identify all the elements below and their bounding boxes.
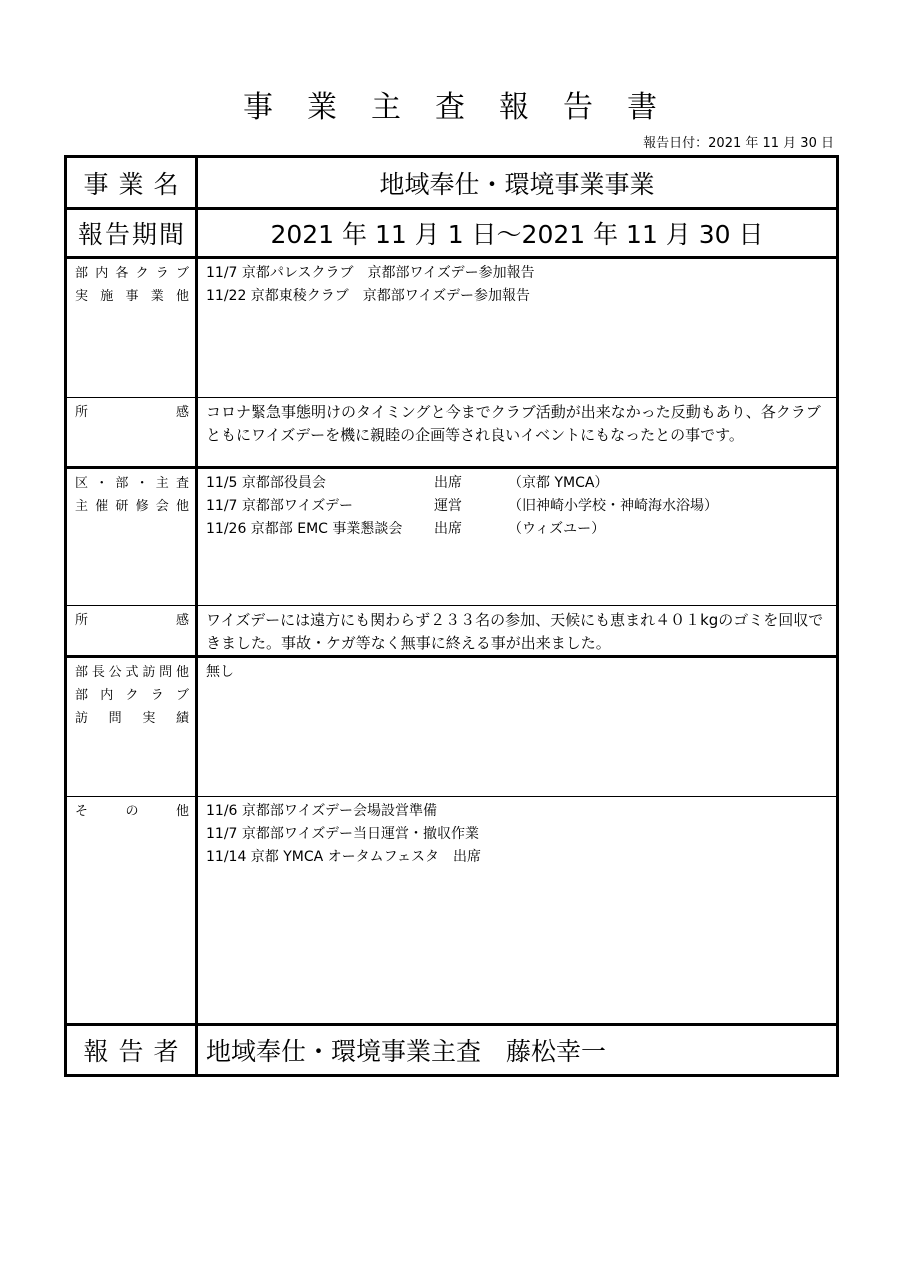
period-label: 報告期間 xyxy=(66,209,197,258)
meetings-label-line-1 xyxy=(75,472,189,495)
period-value: 2021 年 11 月 1 日～2021 年 11 月 30 日 xyxy=(197,209,838,258)
other-entry: 11/6 京都部ワイズデー会場設営準備 xyxy=(206,803,438,819)
visits-label-line-2 xyxy=(75,684,189,707)
impression-1-label xyxy=(66,398,197,468)
impression-2-label-char: 所 xyxy=(75,613,89,628)
label-char: 訪 xyxy=(75,711,89,726)
label-char: ブ xyxy=(175,266,189,281)
other-label-char: の xyxy=(125,804,139,819)
label-char: 業 xyxy=(150,289,164,304)
label-char: 各 xyxy=(115,266,129,281)
reporter-value: 地域奉仕・環境事業主査 藤松幸一 xyxy=(197,1025,838,1076)
report-date: 報告日付：2021 年 11 月 30 日 xyxy=(643,136,834,151)
row-other xyxy=(66,797,838,1025)
label-char: 公 xyxy=(108,665,122,680)
impression-2-text: ワイズデーには遠方にも関わらず２３３名の参加、天候にも恵まれ４０１kgのゴミを回収できました。事故・ケガ等なく無事に終える事が出来ました。 xyxy=(197,606,838,657)
label-char: 内 xyxy=(100,688,114,703)
row-visits xyxy=(66,657,838,797)
label-char: 部 xyxy=(115,476,129,491)
project-label: 事業名 xyxy=(66,157,197,209)
label-char: ク xyxy=(135,266,149,281)
label-char: 研 xyxy=(115,499,129,514)
label-char: 主 xyxy=(75,499,89,514)
label-char: 他 xyxy=(175,499,189,514)
report-table xyxy=(64,155,839,1077)
visits-label-line-3 xyxy=(75,707,189,730)
row-project xyxy=(66,157,838,209)
meetings-label xyxy=(66,468,197,606)
label-char: 区 xyxy=(75,476,89,491)
label-char: 部 xyxy=(75,665,89,680)
document-title: 事業主査報告書 xyxy=(243,90,691,125)
label-char: 事 xyxy=(125,289,139,304)
row-impression-1 xyxy=(66,398,838,468)
meeting-status: 出席 xyxy=(434,475,462,491)
club-activities-label-line-1 xyxy=(75,262,189,285)
other-label-char: 他 xyxy=(175,804,189,819)
label-char: 実 xyxy=(75,289,89,304)
meeting-event: 11/26 京都部 EMC 事業懇談会 xyxy=(206,521,403,537)
other-entry: 11/14 京都 YMCA オータムフェスタ 出席 xyxy=(206,849,481,865)
label-char: ラ xyxy=(155,266,169,281)
impression-1-label-char: 所 xyxy=(75,405,89,420)
label-char: 実 xyxy=(142,711,156,726)
club-activities-label-line-2 xyxy=(75,285,189,308)
club-activity-entry: 11/7 京都パレスクラブ 京都部ワイズデー参加報告 xyxy=(206,265,535,281)
row-period xyxy=(66,209,838,258)
label-char: ・ xyxy=(95,476,109,491)
club-activities-label xyxy=(66,258,197,398)
label-char: 他 xyxy=(175,289,189,304)
visits-label-line-1 xyxy=(75,661,189,684)
meetings-entries xyxy=(197,468,838,606)
label-char: 績 xyxy=(175,711,189,726)
row-club-activities xyxy=(66,258,838,398)
label-char: 会 xyxy=(155,499,169,514)
reporter-label: 報告者 xyxy=(66,1025,197,1076)
impression-1-text: コロナ緊急事態明けのタイミングと今までクラブ活動が出来なかった反動もあり、各クラブともにワイズデーを機に親睦の企画等され良いイベントにもなったとの事です。 xyxy=(197,398,838,468)
label-char: 内 xyxy=(95,266,109,281)
visits-label xyxy=(66,657,197,797)
label-char: 部 xyxy=(75,266,89,281)
label-char: 査 xyxy=(175,476,189,491)
visits-value xyxy=(197,657,838,797)
meetings-label-line-2 xyxy=(75,495,189,518)
meeting-place: （京都 YMCA） xyxy=(508,475,609,491)
row-impression-2 xyxy=(66,606,838,657)
meeting-status: 出席 xyxy=(434,521,462,537)
visits-entry: 無し xyxy=(206,664,234,680)
impression-2-label xyxy=(66,606,197,657)
label-char: ・ xyxy=(135,476,149,491)
other-entries xyxy=(197,797,838,1025)
label-char: 修 xyxy=(135,499,149,514)
label-char: 施 xyxy=(100,289,114,304)
label-char: ク xyxy=(125,688,139,703)
meeting-event: 11/7 京都部ワイズデー xyxy=(206,498,354,514)
impression-2-label-char: 感 xyxy=(175,613,189,628)
label-char: 長 xyxy=(91,665,105,680)
meeting-event: 11/5 京都部役員会 xyxy=(206,475,326,491)
project-value: 地域奉仕・環境事業事業 xyxy=(197,157,838,209)
label-char: 式 xyxy=(125,665,139,680)
impression-1-label-char: 感 xyxy=(175,405,189,420)
club-activities-entries xyxy=(197,258,838,398)
row-meetings xyxy=(66,468,838,606)
label-char: 訪 xyxy=(142,665,156,680)
label-char: ブ xyxy=(175,688,189,703)
meeting-place: （旧神崎小学校・神崎海水浴場） xyxy=(508,498,718,514)
label-char: 主 xyxy=(155,476,169,491)
other-label-char: そ xyxy=(75,804,89,819)
meeting-place: （ウィズユー） xyxy=(508,521,606,537)
label-char: 他 xyxy=(175,665,189,680)
club-activity-entry: 11/22 京都東稜クラブ 京都部ワイズデー参加報告 xyxy=(206,288,530,304)
label-char: ラ xyxy=(150,688,164,703)
other-entry: 11/7 京都部ワイズデー当日運営・撤収作業 xyxy=(206,826,480,842)
meeting-status: 運営 xyxy=(434,498,462,514)
meeting-entry xyxy=(206,518,830,541)
label-char: 問 xyxy=(159,665,173,680)
meeting-entry xyxy=(206,495,830,518)
label-char: 部 xyxy=(75,688,89,703)
label-char: 問 xyxy=(108,711,122,726)
meeting-entry xyxy=(206,472,830,495)
label-char: 催 xyxy=(95,499,109,514)
row-reporter xyxy=(66,1025,838,1076)
other-label xyxy=(66,797,197,1025)
